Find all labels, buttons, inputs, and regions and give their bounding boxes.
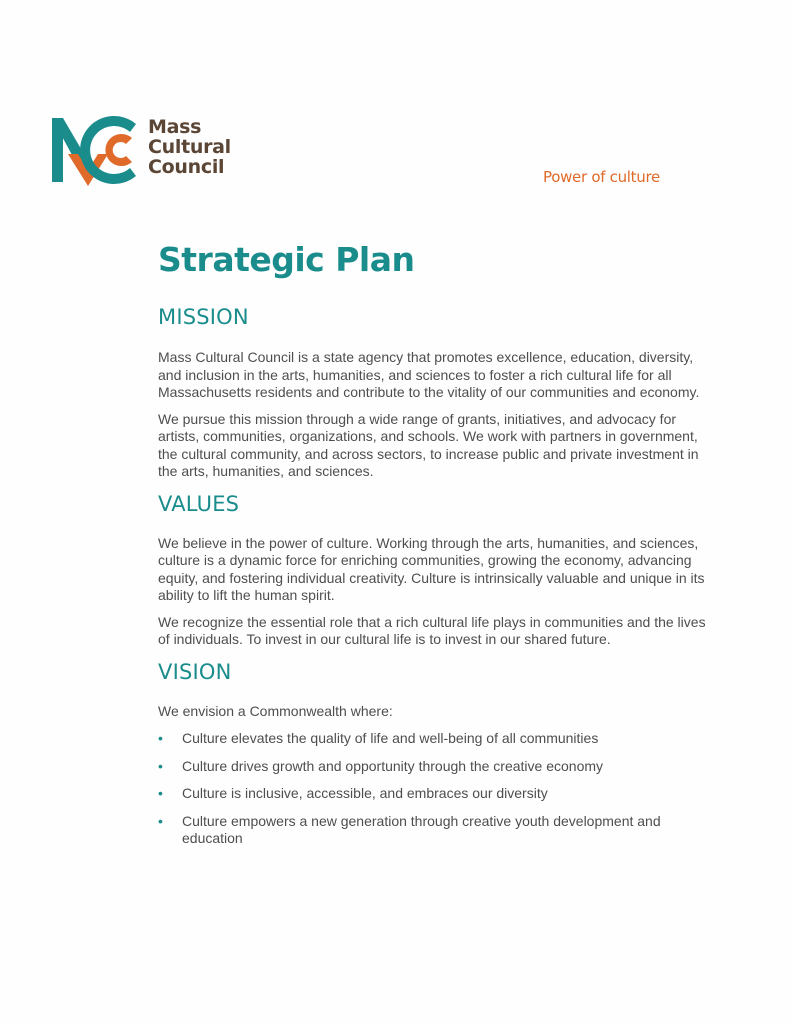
values-paragraph: We believe in the power of culture. Working through the arts, humanities, and sciences, culture is a dynamic force for enriching communities, growing the economy, advancing equity, and fostering individual creativity. Culture is intrinsically valuable and unique in its ability to lift the human spirit.: [158, 534, 705, 603]
list-item: • Culture drives growth and opportunity through the creative economy: [158, 758, 718, 776]
org-name-line: Council: [148, 156, 225, 178]
section-heading-mission: MISSION: [158, 305, 249, 329]
list-item: • Culture empowers a new generation through creative youth development and education: [158, 813, 718, 848]
list-item: • Culture elevates the quality of life and well-being of all communities: [158, 730, 718, 748]
org-name-line: Cultural: [148, 136, 231, 158]
list-item: • Culture is inclusive, accessible, and embraces our diversity: [158, 785, 718, 803]
org-name-line: Mass: [148, 116, 202, 138]
tagline: Power of culture: [543, 168, 660, 186]
org-name: [148, 117, 231, 177]
mission-paragraph: We pursue this mission through a wide range of grants, initiatives, and advocacy for artists, communities, organizations, and schools. We work with partners in government, the cultural community, and across sectors, to increase public and private investment in the arts, humanities, and sciences.: [158, 410, 699, 479]
vision-intro: We envision a Commonwealth where:: [158, 702, 393, 719]
values-paragraph: We recognize the essential role that a rich cultural life plays in communities and the lives of individuals. To invest in our cultural life is to invest in our shared future.: [158, 613, 706, 647]
mission-paragraph: Mass Cultural Council is a state agency that promotes excellence, education, diversity, and inclusion in the arts, humanities, and sciences to foster a rich cultural life for all Massachusetts residents and contribute to the vitality of our communities and economy.: [158, 349, 700, 400]
mc-logo-mark-icon: [52, 114, 142, 186]
page-title: Strategic Plan: [158, 240, 415, 279]
section-heading-vision: VISION: [158, 659, 232, 684]
section-heading-values: VALUES: [158, 491, 240, 516]
document-body: [158, 236, 718, 848]
vision-list: [158, 730, 718, 848]
mass-cultural-council-logo: [52, 114, 252, 188]
